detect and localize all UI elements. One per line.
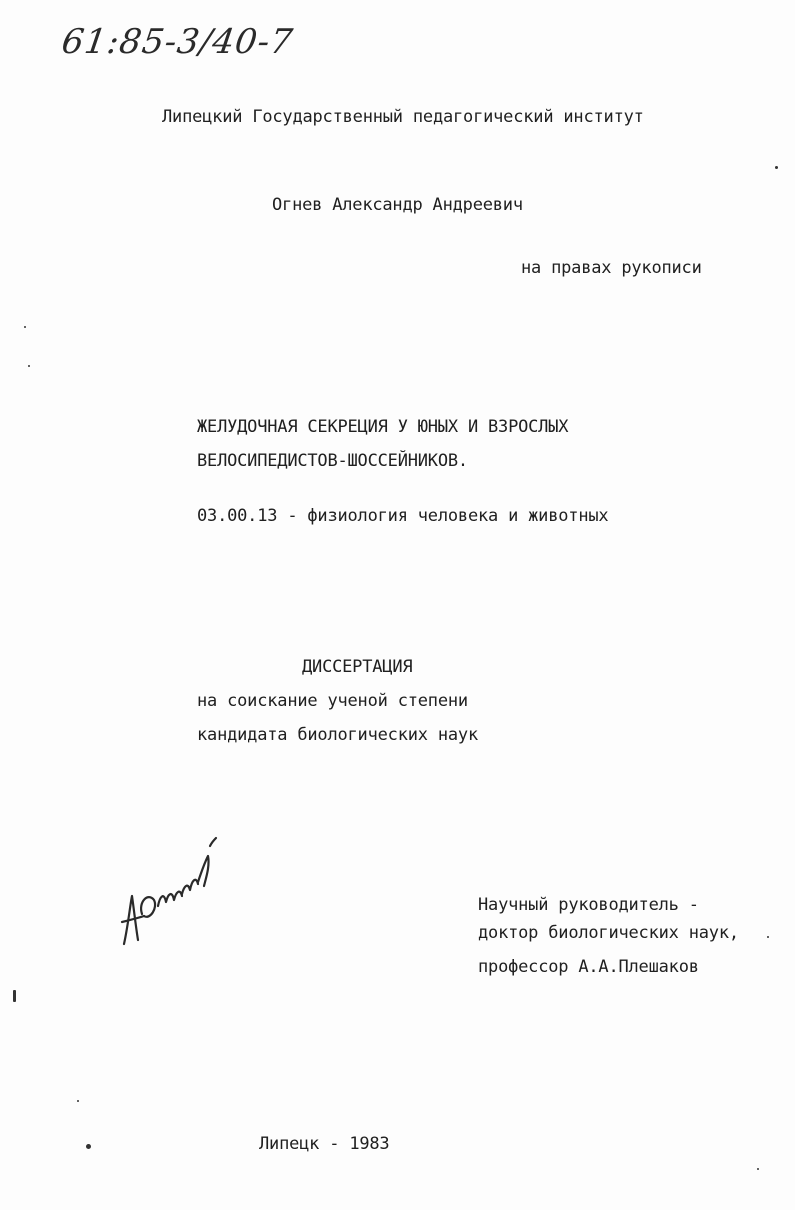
scan-speck bbox=[775, 166, 778, 169]
dissertation-label: ДИССЕРТАЦИЯ bbox=[302, 657, 413, 677]
archive-code: 61:85-3/40-7 bbox=[59, 22, 296, 62]
degree-line-2: кандидата биологических наук bbox=[197, 725, 478, 745]
title-line-1: ЖЕЛУДОЧНАЯ СЕКРЕЦИЯ У ЮНЫХ И ВЗРОСЛЫХ bbox=[197, 417, 569, 437]
scan-speck bbox=[757, 1168, 759, 1170]
title-line-2: ВЕЛОСИПЕДИСТОВ-ШОССЕЙНИКОВ. bbox=[197, 451, 468, 471]
supervisor-line-3: профессор А.А.Плешаков bbox=[478, 957, 699, 977]
scan-speck bbox=[77, 1100, 79, 1102]
scan-speck bbox=[13, 990, 16, 1002]
manuscript-note: на правах рукописи bbox=[521, 258, 702, 278]
supervisor-line-1: Научный руководитель - bbox=[478, 895, 699, 915]
scan-speck bbox=[767, 936, 769, 938]
scan-speck bbox=[86, 1144, 91, 1149]
place-and-year: Липецк - 1983 bbox=[259, 1134, 390, 1154]
supervisor-line-2: доктор биологических наук, bbox=[478, 923, 739, 943]
specialty-code: 03.00.13 - физиология человека и животных bbox=[197, 506, 609, 526]
signature-mark bbox=[118, 836, 228, 952]
author-name: Огнев Александр Андреевич bbox=[272, 195, 523, 215]
degree-line-1: на соискание ученой степени bbox=[197, 691, 468, 711]
scan-speck bbox=[24, 326, 26, 328]
institution-name: Липецкий Государственный педагогический институт bbox=[162, 107, 644, 127]
scan-speck bbox=[28, 365, 30, 367]
